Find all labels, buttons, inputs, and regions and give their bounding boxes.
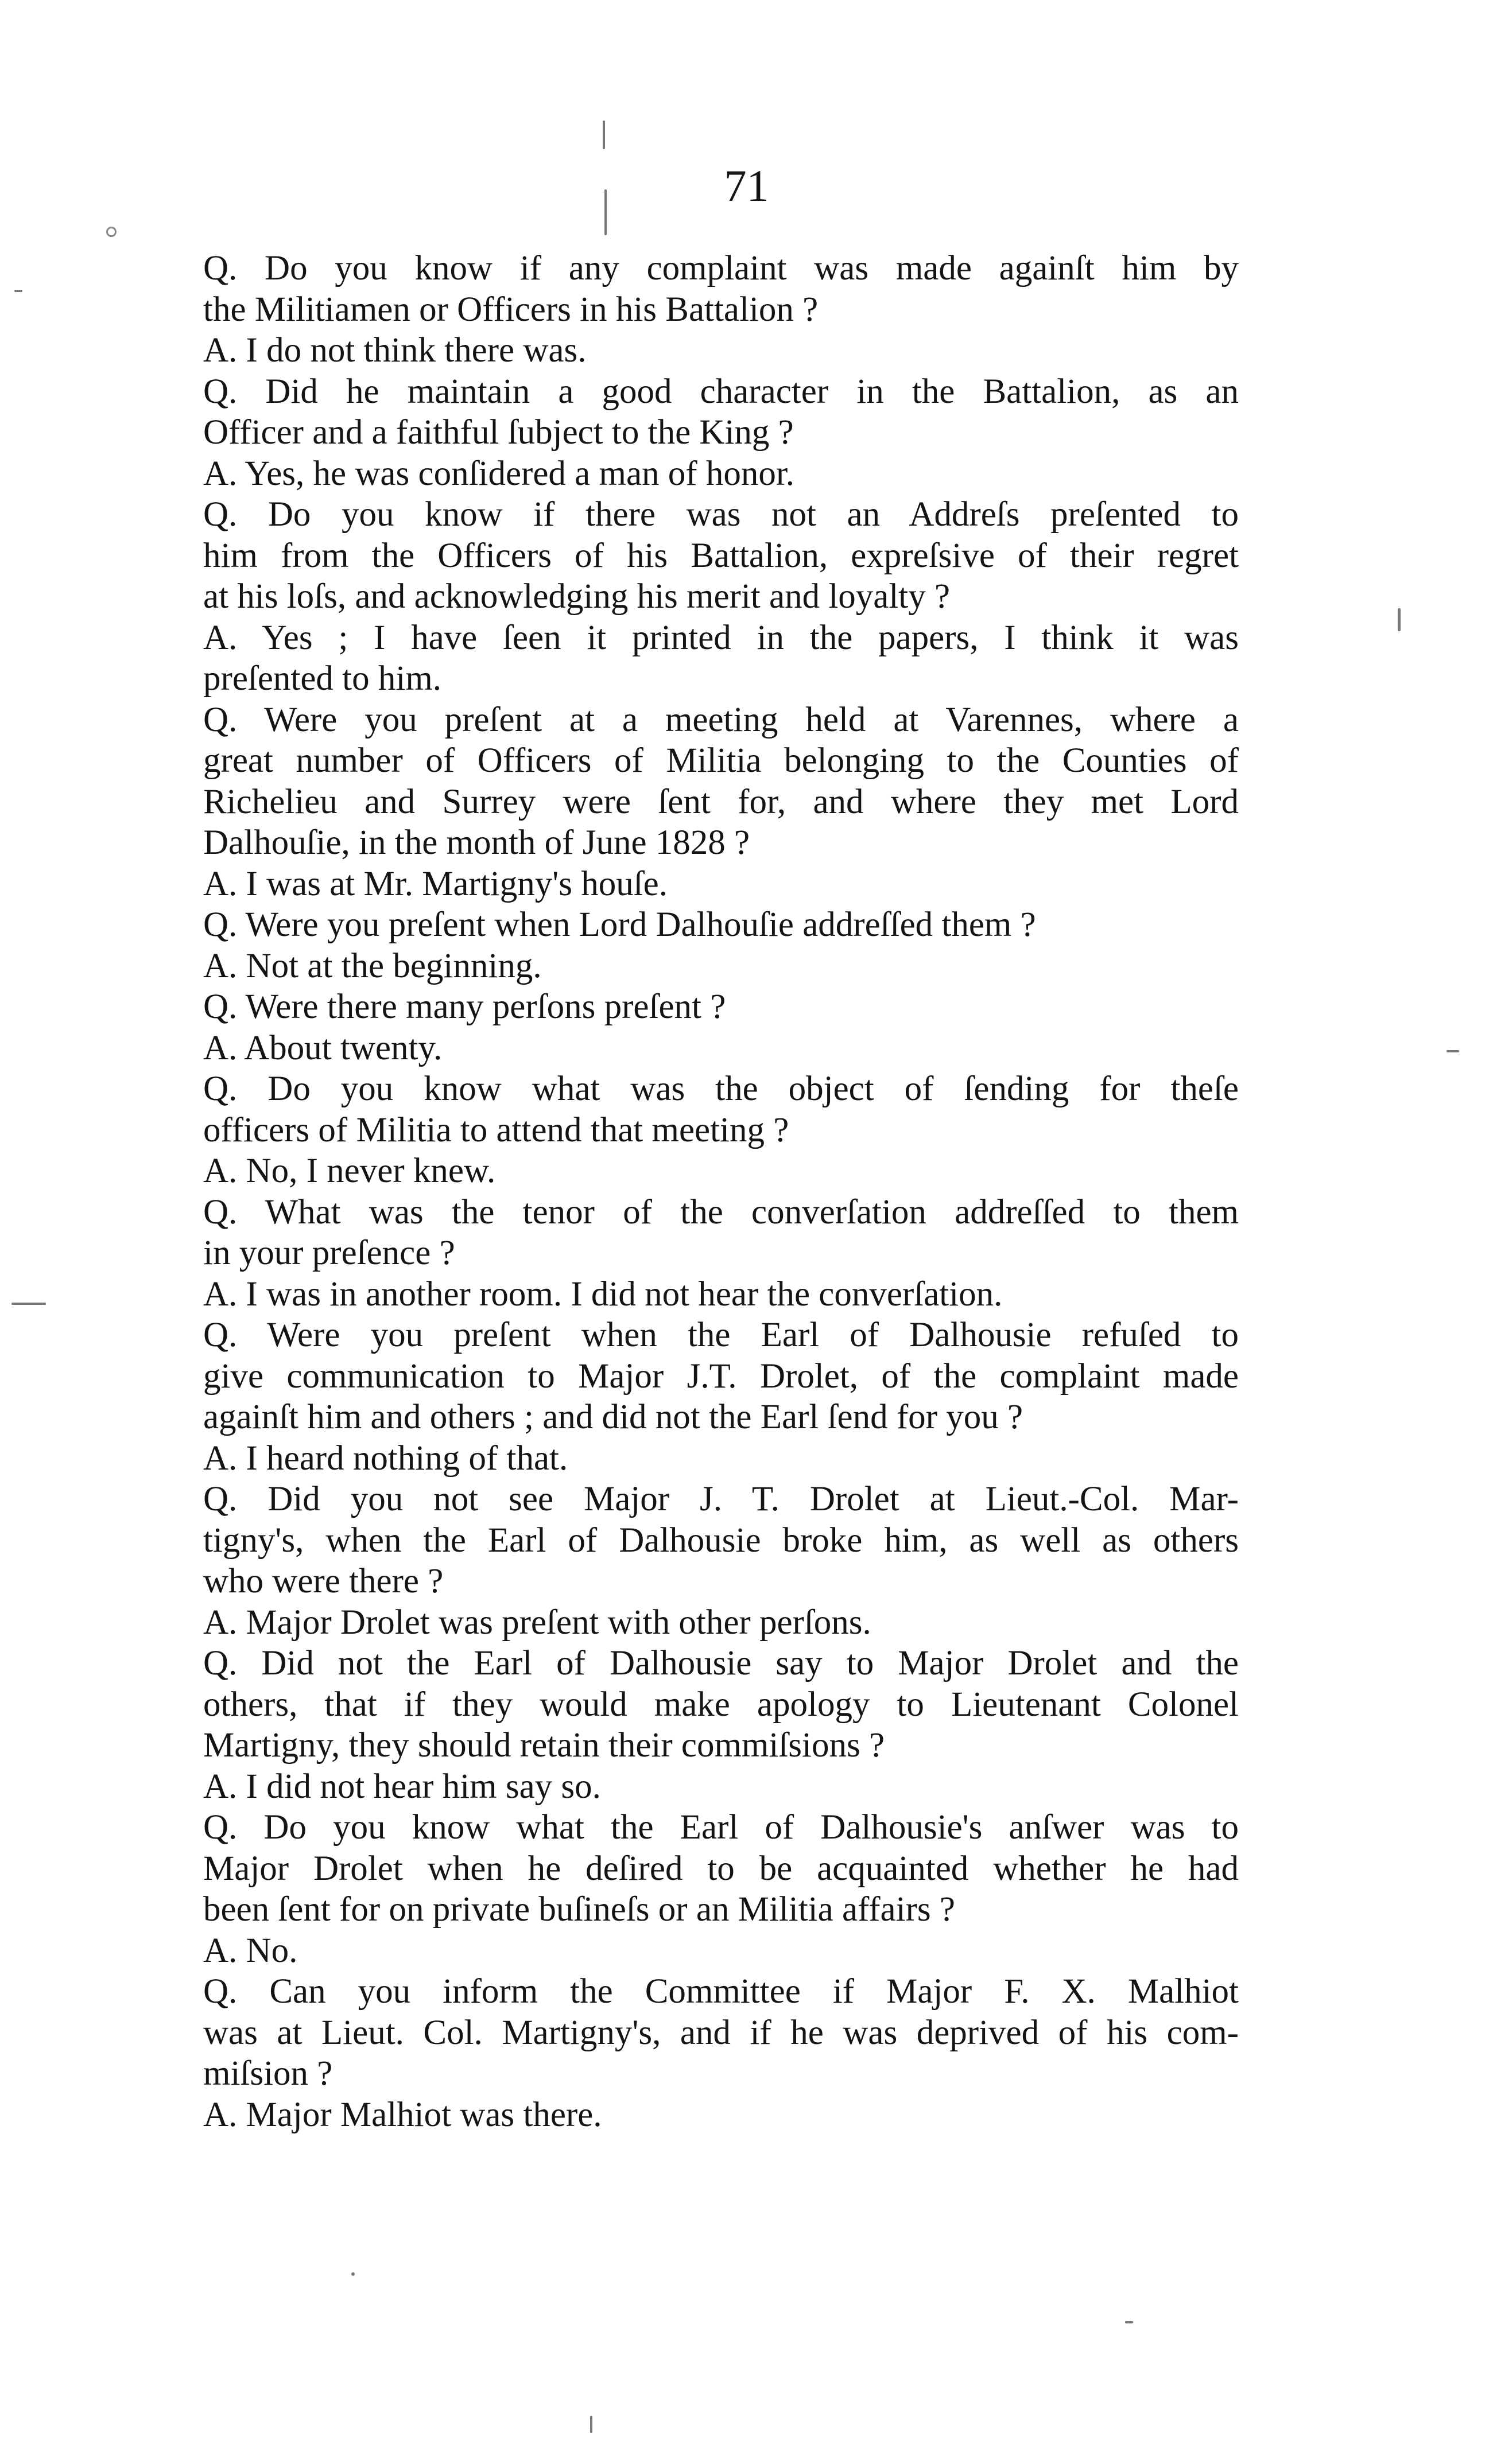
testimony-text xyxy=(160,248,1239,2135)
text-line: Q. Were there many perſons preſent ? xyxy=(203,988,726,1026)
text-line: Officer and a faithful ſubject to the King ? xyxy=(203,413,794,452)
text-line: give communication to Major J.T. Drolet, of the complaint made xyxy=(203,1357,1239,1396)
text-line: the Militiamen or Officers in his Battalion ? xyxy=(203,290,819,329)
text-line: A. No, I never knew. xyxy=(203,1152,496,1190)
scan-speck xyxy=(1398,608,1401,631)
text-line: Q. Did not the Earl of Dalhousie say to Major Drolet and the xyxy=(203,1644,1239,1682)
entry-q3 xyxy=(160,494,1239,617)
entry-q5 xyxy=(160,904,1239,946)
text-line: A. I was at Mr. Martigny's houſe. xyxy=(203,864,668,903)
scan-speck xyxy=(1447,1050,1459,1052)
text-line: A. Major Drolet was preſent with other perſons. xyxy=(203,1603,871,1642)
entry-a2 xyxy=(160,453,1239,495)
scan-speck xyxy=(11,1303,46,1305)
entry-a4 xyxy=(160,864,1239,905)
text-line: A. I heard nothing of that. xyxy=(203,1439,568,1478)
text-line: Major Drolet when he deſired to be acquainted whether he had xyxy=(203,1849,1239,1888)
text-line: been ſent for on private buſineſs or an Militia affairs ? xyxy=(203,1890,955,1929)
entry-q12 xyxy=(160,1807,1239,1930)
entry-a6 xyxy=(160,1028,1239,1069)
entry-a8 xyxy=(160,1274,1239,1315)
entry-a12 xyxy=(160,1930,1239,1972)
text-line: Q. Do you know what was the object of ſending for theſe xyxy=(203,1070,1239,1108)
text-line: Dalhouſie, in the month of June 1828 ? xyxy=(203,823,750,862)
text-line: A. Major Malhiot was there. xyxy=(203,2095,602,2134)
text-line: at his loſs, and acknowledging his merit and loyalty ? xyxy=(203,577,951,616)
scan-speck xyxy=(603,121,605,149)
scan-speck xyxy=(14,290,22,292)
text-line: Q. Did he maintain a good character in the Battalion, as an xyxy=(203,372,1239,411)
entry-q6 xyxy=(160,986,1239,1028)
page-number: 71 xyxy=(724,161,769,211)
text-line: who were there ? xyxy=(203,1562,444,1600)
entry-q13 xyxy=(160,1971,1239,2094)
text-line: Q. What was the tenor of the converſation addreſſed to them xyxy=(203,1192,1239,1231)
text-line: A. About twenty. xyxy=(203,1028,443,1067)
entry-q11 xyxy=(160,1643,1239,1766)
text-line: Q. Were you preſent when the Earl of Dalhousie refuſed to xyxy=(203,1316,1239,1354)
text-line: in your preſence ? xyxy=(203,1234,455,1272)
text-line: Martigny, they should retain their commiſsions ? xyxy=(203,1726,885,1765)
scan-speck xyxy=(590,2416,592,2433)
text-line: Q. Do you know if any complaint was made againſt him by xyxy=(203,249,1239,287)
entry-q8 xyxy=(160,1192,1239,1274)
text-line: Q. Were you preſent when Lord Dalhouſie addreſſed them ? xyxy=(203,905,1036,944)
entry-q7 xyxy=(160,1068,1239,1151)
text-line: Q. Did you not see Major J. T. Drolet at Lieut.-Col. Mar- xyxy=(203,1480,1239,1518)
text-line: Q. Can you inform the Committee if Major F. X. Malhiot xyxy=(203,1972,1239,2011)
scan-speck xyxy=(351,2272,355,2276)
entry-a13 xyxy=(160,2094,1239,2136)
text-line: A. No. xyxy=(203,1931,298,1970)
entry-a3 xyxy=(160,617,1239,699)
scan-speck xyxy=(106,227,117,237)
entry-a10 xyxy=(160,1602,1239,1643)
text-line: others, that if they would make apology to Lieutenant Colonel xyxy=(203,1685,1239,1724)
text-line: great number of Officers of Militia belonging to the Counties of xyxy=(203,741,1239,780)
entry-q2 xyxy=(160,371,1239,453)
entry-q1 xyxy=(160,248,1239,330)
entry-a1 xyxy=(160,330,1239,371)
text-line: A. I do not think there was. xyxy=(203,331,587,370)
text-line: officers of Militia to attend that meeting ? xyxy=(203,1110,789,1149)
text-line: him from the Officers of his Battalion, expreſsive of their regret xyxy=(203,536,1239,575)
entry-a7 xyxy=(160,1151,1239,1192)
entry-q9 xyxy=(160,1315,1239,1438)
text-line: Q. Do you know if there was not an Addreſs preſented to xyxy=(203,495,1239,534)
scan-speck xyxy=(604,189,607,235)
text-line: A. I was in another room. I did not hear the converſation. xyxy=(203,1274,1003,1313)
text-line: tigny's, when the Earl of Dalhousie broke him, as well as others xyxy=(203,1521,1239,1560)
text-line: preſented to him. xyxy=(203,659,442,698)
entry-q10 xyxy=(160,1479,1239,1602)
entry-a9 xyxy=(160,1438,1239,1479)
scan-speck xyxy=(1125,2321,1133,2323)
entry-a11 xyxy=(160,1766,1239,1808)
text-line: A. Yes ; I have ſeen it printed in the papers, I think it was xyxy=(203,618,1239,657)
text-line: A. Yes, he was conſidered a man of honor. xyxy=(203,454,795,493)
text-line: againſt him and others ; and did not the Earl ſend for you ? xyxy=(203,1398,1023,1436)
text-line: A. Not at the beginning. xyxy=(203,946,542,985)
entry-a5 xyxy=(160,946,1239,987)
text-line: miſsion ? xyxy=(203,2054,333,2093)
text-line: was at Lieut. Col. Martigny's, and if he was deprived of his com- xyxy=(203,2013,1239,2052)
text-line: Q. Do you know what the Earl of Dalhousie's anſwer was to xyxy=(203,1808,1239,1847)
text-line: A. I did not hear him say so. xyxy=(203,1767,601,1806)
text-line: Q. Were you preſent at a meeting held at Varennes, where a xyxy=(203,700,1239,739)
text-line: Richelieu and Surrey were ſent for, and where they met Lord xyxy=(203,782,1239,821)
entry-q4 xyxy=(160,699,1239,864)
